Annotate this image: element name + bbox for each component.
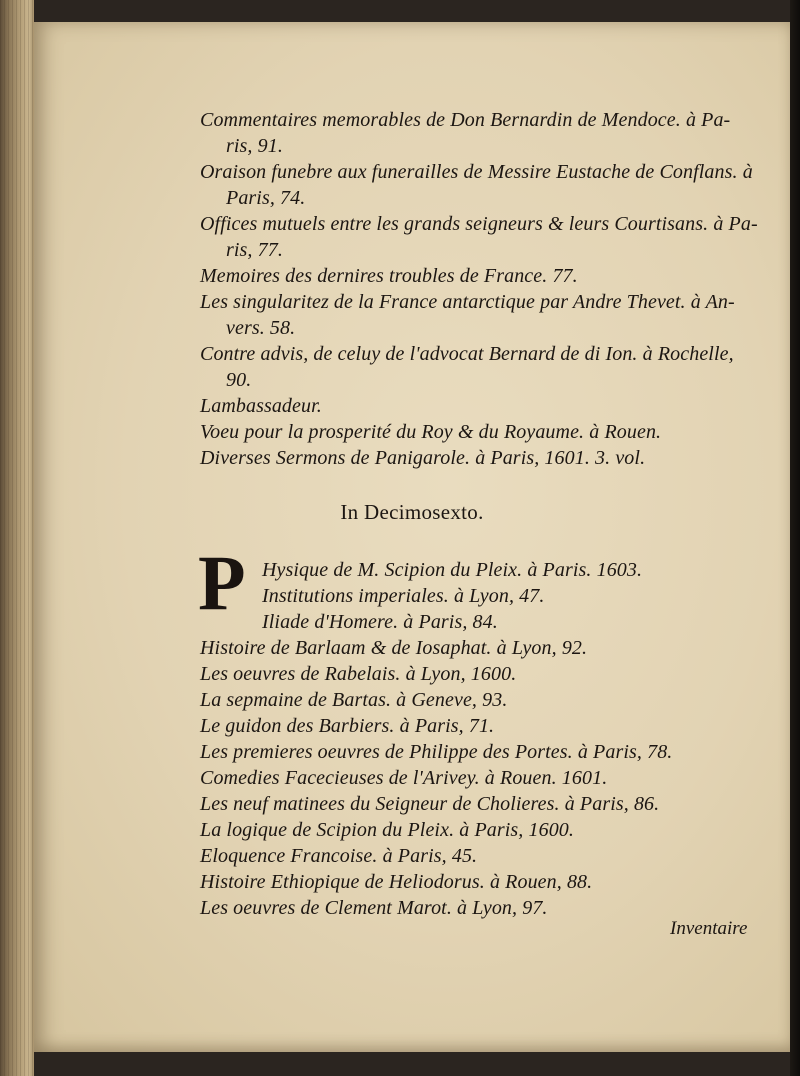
entry-line: ris, 91.	[226, 135, 283, 157]
book-page	[34, 22, 790, 1052]
entry-line: Le guidon des Barbiers. à Paris, 71.	[200, 715, 495, 737]
scan-background	[790, 0, 800, 1076]
entry-line: Voeu pour la prosperité du Roy & du Royaume. à Rouen.	[200, 421, 662, 443]
entry-line: Les neuf matinees du Seigneur de Cholieres. à Paris, 86.	[200, 793, 660, 815]
section-heading: In Decimosexto.	[340, 500, 484, 524]
entry-line: La sepmaine de Bartas. à Geneve, 93.	[200, 689, 508, 711]
entry-line: Les singularitez de la France antarctique par Andre Thevet. à An-	[200, 291, 735, 313]
entry-line: Offices mutuels entre les grands seigneurs & leurs Courtisans. à Pa-	[200, 213, 758, 235]
entry-line: 90.	[226, 369, 252, 391]
entry-line: vers. 58.	[226, 317, 296, 339]
entry-line: La logique de Scipion du Pleix. à Paris, 1600.	[200, 819, 575, 841]
entry-line: Oraison funebre aux funerailles de Messire Eustache de Conflans. à	[200, 161, 753, 183]
entry-line: Histoire de Barlaam & de Iosaphat. à Lyon, 92.	[200, 637, 588, 659]
drop-cap: P	[198, 539, 246, 626]
entry-line: Iliade d'Homere. à Paris, 84.	[262, 611, 498, 633]
catchword: Inventaire	[670, 918, 748, 939]
entry-line: Diverses Sermons de Panigarole. à Paris, 1601. 3. vol.	[200, 447, 646, 469]
entry-line: Contre advis, de celuy de l'advocat Bernard de di Ion. à Rochelle,	[200, 343, 734, 365]
entry-line: Les oeuvres de Clement Marot. à Lyon, 97.	[200, 897, 548, 919]
entry-line: Institutions imperiales. à Lyon, 47.	[262, 585, 545, 607]
entry-line: Les premieres oeuvres de Philippe des Portes. à Paris, 78.	[200, 741, 673, 763]
entry-line: Les oeuvres de Rabelais. à Lyon, 1600.	[200, 663, 517, 685]
entry-line: Histoire Ethiopique de Heliodorus. à Rouen, 88.	[200, 871, 593, 893]
entry-line: Memoires des dernires troubles de France. 77.	[200, 265, 578, 287]
entry-line: Commentaires memorables de Don Bernardin de Mendoce. à Pa-	[200, 109, 731, 131]
entry-line: Lambassadeur.	[200, 395, 322, 417]
entry-line: Paris, 74.	[226, 187, 306, 209]
entry-line: ris, 77.	[226, 239, 283, 261]
entry-line: Eloquence Francoise. à Paris, 45.	[200, 845, 478, 867]
entry-line: Hysique de M. Scipion du Pleix. à Paris. 1603.	[262, 559, 643, 581]
page-content	[34, 22, 790, 1052]
book-spine	[0, 0, 34, 1076]
entry-line: Comedies Facecieuses de l'Arivey. à Rouen. 1601.	[200, 767, 608, 789]
